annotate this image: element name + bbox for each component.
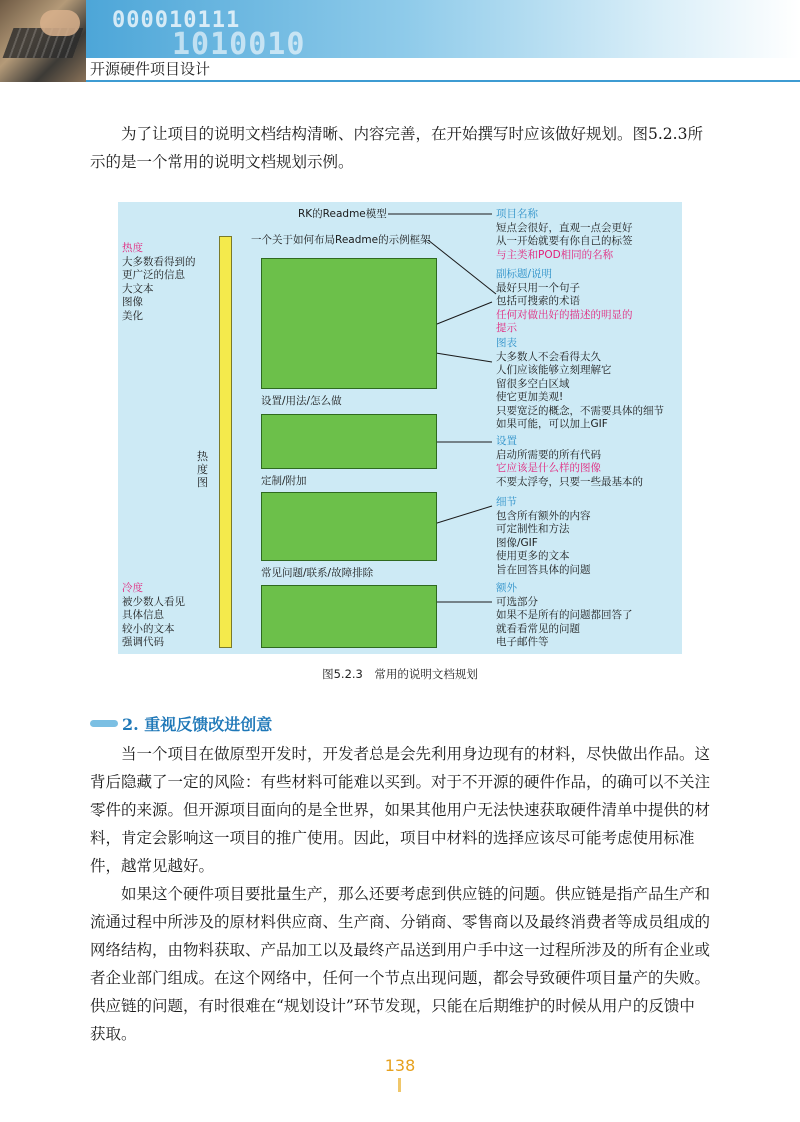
note-line: 人们应该能够立刻理解它 [496, 364, 612, 376]
box-setup [261, 414, 437, 469]
note-diagram [496, 337, 664, 432]
note-line: 最好只用一个句子 [496, 281, 580, 294]
box-label-custom: 定制/附加 [261, 475, 307, 487]
header-divider [86, 80, 800, 82]
note-line: 旨在回答具体的问题 [496, 563, 591, 576]
note-line: 短点会很好，直观一点会更好 [496, 221, 633, 234]
book-title: 开源硬件项目设计 [90, 60, 211, 78]
hot-item: 美化 [122, 309, 143, 322]
note-line: 如果可能，可以加上GIF [496, 418, 608, 430]
page-number-mark [398, 1078, 401, 1092]
readme-model-label: RK的Readme模型 [298, 208, 387, 220]
note-line: 使用更多的文本 [496, 550, 570, 562]
section-marker [90, 720, 118, 727]
cold-title: 冷度 [122, 582, 143, 594]
note-line: 启动所需要的所有代码 [496, 448, 601, 461]
note-title: 设置 [496, 435, 517, 447]
page-number: 138 [384, 1056, 416, 1075]
note-line: 图像/GIF [496, 536, 538, 549]
note-line: 留很多空白区域 [496, 377, 570, 390]
box-details [261, 492, 437, 561]
note-line: 使它更加美观! [496, 391, 564, 403]
note-line: 不要太浮夸，只要一些最基本的 [496, 475, 643, 488]
note-line: 电子邮件等 [496, 636, 549, 648]
note-line-red: 与主类和POD相同的名称 [496, 248, 614, 261]
heat-map-label: 热度图 [197, 450, 208, 489]
note-subtitle [496, 268, 633, 336]
body-paragraph: 如果这个硬件项目要批量生产，那么还要考虑到供应链的问题。供应链是指产品生产和流通过程中所涉及的原材料供应商、生产商、分销商、零售商以及最终消费者等成员组成的网络结构，由物料获取、产品加工以及最终产品送到用户手中这一过程所涉及的所有企业或者企业部门组成。在这个网络中，任何一个节点出现问题，都会导致硬件项目量产的失败。供应链的问题，有时很难在“规划设计”环节发现，只能在后期维护的时候从用户的反馈中获取。 [90, 885, 711, 1043]
note-line: 就看看常见的问题 [496, 622, 580, 635]
readme-plan-figure [118, 202, 682, 654]
note-line: 只要宽泛的概念，不需要具体的细节 [496, 404, 664, 417]
hot-title: 热度 [122, 242, 143, 254]
binary-text-top: 000010111 [112, 8, 241, 33]
note-line: 包括可搜索的术语 [496, 295, 580, 307]
note-line-red: 任何对做出好的描述的明显的 [496, 308, 633, 321]
intro-paragraph: 为了让项目的说明文档结构清晰、内容完善，在开始撰写时应该做好规划。图5.2.3所示的是一个常用的说明文档规划示例。 [90, 125, 703, 171]
cold-item: 具体信息 [122, 609, 164, 621]
cold-list [122, 582, 185, 650]
hot-item: 更广泛的信息 [122, 269, 185, 281]
box-extra [261, 585, 437, 648]
note-project-name [496, 208, 633, 262]
note-line: 从一开始就要有你自己的标签 [496, 235, 633, 247]
binary-text-bottom: 1010010 [172, 27, 306, 62]
binary-decoration [112, 8, 305, 62]
box-header-diagram [261, 258, 437, 389]
cold-item: 较小的文本 [122, 622, 175, 635]
box-label-faq: 常见问题/联系/故障排除 [261, 567, 374, 579]
header-photo [0, 0, 86, 82]
hot-item: 大多数看得到的 [122, 255, 196, 268]
cold-item: 强调代码 [122, 636, 164, 648]
note-line: 大多数人不会看得太久 [496, 350, 601, 363]
note-line: 包含所有额外的内容 [496, 509, 591, 522]
box-label-setup: 设置/用法/怎么做 [261, 395, 342, 407]
note-title: 图表 [496, 337, 517, 349]
hot-list [122, 242, 196, 323]
hot-item: 大文本 [122, 282, 154, 295]
note-extra [496, 582, 633, 650]
hot-item: 图像 [122, 296, 143, 308]
note-title: 细节 [496, 496, 517, 508]
note-line: 可定制性和方法 [496, 523, 570, 535]
figure-caption: 图5.2.3 常用的说明文档规划 [322, 667, 478, 681]
note-line-red: 提示 [496, 322, 517, 334]
body-paragraph: 当一个项目在做原型开发时，开发者总是会先利用身边现有的材料，尽快做出作品。这背后隐藏了一定的风险：有些材料可能难以买到。对于不开源的硬件作品，的确可以不关注零件的来源。但开源项目面向的是全世界，如果其他用户无法快速获取硬件清单中提供的材料，肯定会影响这一项目的推广使用。因此，项目中材料的选择应该尽可能考虑使用标准件，越常见越好。 [90, 745, 711, 875]
note-details [496, 496, 591, 577]
note-line: 可选部分 [496, 595, 538, 608]
note-line: 如果不是所有的问题都回答了 [496, 609, 633, 621]
note-line-red: 它应该是什么样的图像 [496, 462, 601, 474]
cold-item: 被少数人看见 [122, 595, 185, 608]
framework-label: 一个关于如何布局Readme的示例框架 [251, 234, 431, 246]
page-header [0, 0, 800, 82]
heat-gradient-bar [219, 236, 232, 648]
note-setup [496, 435, 643, 489]
note-title: 额外 [496, 582, 517, 594]
section-title: 2. 重视反馈改进创意 [122, 715, 273, 734]
note-title: 副标题/说明 [496, 268, 553, 280]
note-title: 项目名称 [496, 208, 538, 220]
hand-image [40, 10, 80, 36]
